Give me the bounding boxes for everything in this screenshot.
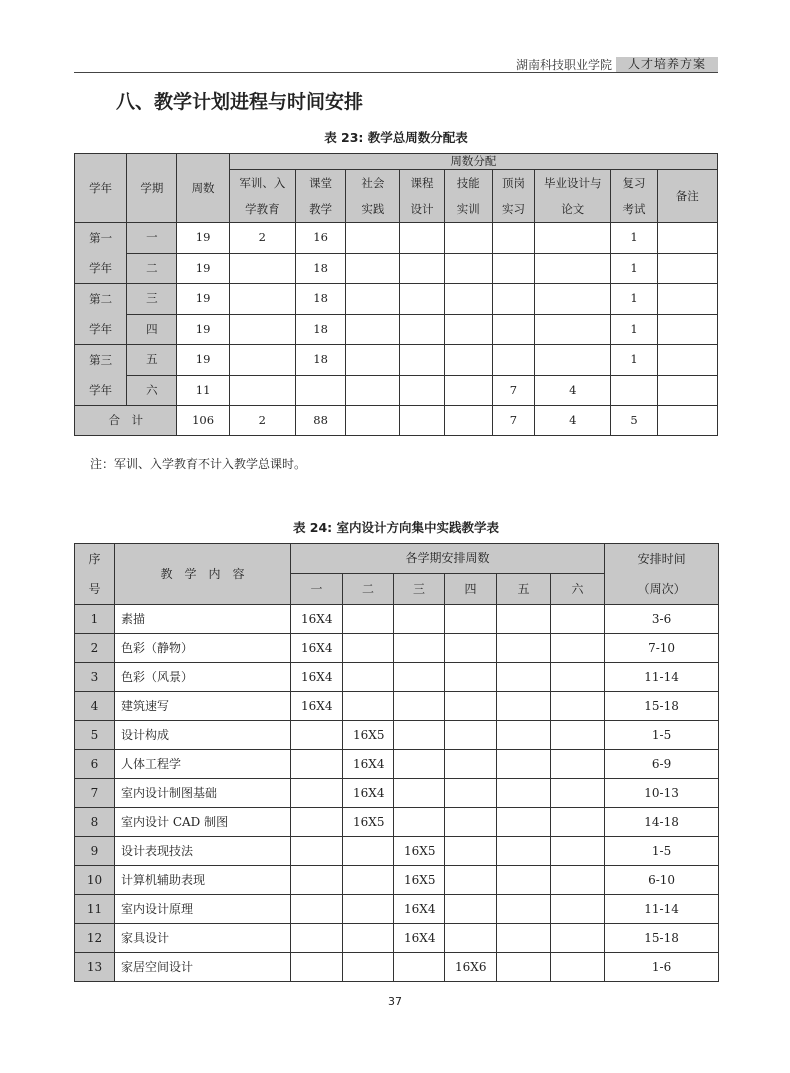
content-cell: 计算机辅助表现 (115, 866, 291, 895)
term-value-cell (394, 779, 445, 808)
total-value-cell (346, 406, 400, 436)
value-cell (444, 253, 492, 284)
value-cell (492, 314, 534, 345)
practice-teaching-table (74, 543, 719, 982)
term-value-cell: 16X4 (394, 895, 445, 924)
table-row (75, 314, 718, 345)
content-cell: 色彩（静物） (115, 634, 291, 663)
term-value-cell (445, 750, 497, 779)
row-number: 5 (75, 721, 115, 750)
value-cell (229, 253, 295, 284)
term-value-cell (551, 750, 605, 779)
value-cell: 16 (295, 223, 345, 254)
value-cell (492, 284, 534, 315)
time-cell: 3-6 (605, 605, 719, 634)
table-row (75, 634, 719, 663)
col-header-dist-1-text: 课堂教学 (309, 176, 333, 216)
value-cell (535, 284, 611, 315)
col-header-term-4: 五 (497, 574, 551, 605)
table-row (75, 345, 718, 376)
table-row (75, 808, 719, 837)
value-cell: 18 (295, 345, 345, 376)
value-cell: 18 (295, 284, 345, 315)
term-value-cell (394, 605, 445, 634)
term-cell: 一 (127, 223, 177, 254)
col-header-term-1: 二 (343, 574, 394, 605)
table-row (75, 866, 719, 895)
col-header-dist-3-text: 课程设计 (410, 176, 434, 216)
header-document-tag: 人才培养方案 (616, 57, 718, 72)
col-header-no-text: 序号 (88, 552, 101, 596)
value-cell (229, 375, 295, 406)
term-value-cell (343, 634, 394, 663)
content-cell: 家具设计 (115, 924, 291, 953)
term-value-cell (551, 866, 605, 895)
table-row (75, 692, 719, 721)
table24-header-row (75, 544, 719, 574)
term-value-cell (445, 808, 497, 837)
value-cell: 1 (611, 314, 657, 345)
weeks-cell: 19 (177, 253, 229, 284)
term-value-cell (343, 895, 394, 924)
content-cell: 素描 (115, 605, 291, 634)
term-value-cell (445, 721, 497, 750)
term-value-cell (394, 953, 445, 982)
row-number: 4 (75, 692, 115, 721)
col-header-year: 学年 (75, 154, 127, 223)
value-cell (444, 314, 492, 345)
header-rule (74, 72, 718, 73)
term-value-cell (445, 634, 497, 663)
term-value-cell (291, 721, 343, 750)
value-cell: 18 (295, 253, 345, 284)
time-cell: 10-13 (605, 779, 719, 808)
term-value-cell (551, 895, 605, 924)
value-cell (400, 223, 444, 254)
value-cell: 18 (295, 314, 345, 345)
col-header-dist-6 (535, 170, 611, 223)
term-value-cell: 16X4 (343, 750, 394, 779)
term-value-cell (291, 808, 343, 837)
year-cell-text: 第一学年 (89, 231, 113, 275)
time-cell: 1-5 (605, 721, 719, 750)
table-row (75, 253, 718, 284)
col-header-dist-4-text: 技能实训 (456, 176, 480, 216)
term-value-cell: 16X4 (291, 605, 343, 634)
value-cell (229, 345, 295, 376)
total-value-cell: 88 (295, 406, 345, 436)
term-value-cell (445, 924, 497, 953)
term-value-cell (551, 953, 605, 982)
term-value-cell: 16X4 (291, 663, 343, 692)
table-row (75, 223, 718, 254)
value-cell (346, 253, 400, 284)
col-header-term-3: 四 (445, 574, 497, 605)
value-cell (229, 284, 295, 315)
value-cell: 1 (611, 284, 657, 315)
value-cell (346, 284, 400, 315)
col-header-dist-2 (346, 170, 400, 223)
year-cell-text: 第二学年 (89, 292, 113, 336)
table-row (75, 375, 718, 406)
col-header-term-0: 一 (291, 574, 343, 605)
value-cell (444, 223, 492, 254)
content-cell: 室内设计原理 (115, 895, 291, 924)
term-value-cell (445, 895, 497, 924)
total-value-cell: 4 (535, 406, 611, 436)
term-value-cell (497, 895, 551, 924)
value-cell (492, 223, 534, 254)
col-header-dist-5-text: 顶岗实习 (501, 176, 525, 216)
term-value-cell (497, 750, 551, 779)
term-value-cell (497, 692, 551, 721)
time-cell: 7-10 (605, 634, 719, 663)
content-cell: 色彩（风景） (115, 663, 291, 692)
term-value-cell (551, 837, 605, 866)
time-cell: 15-18 (605, 692, 719, 721)
term-value-cell (343, 663, 394, 692)
term-value-cell: 16X5 (343, 721, 394, 750)
col-header-dist-1 (295, 170, 345, 223)
row-number: 10 (75, 866, 115, 895)
table-row (75, 605, 719, 634)
value-cell (444, 375, 492, 406)
term-cell: 四 (127, 314, 177, 345)
table-row (75, 779, 719, 808)
total-value-cell (657, 406, 717, 436)
table23-header-row (75, 154, 718, 170)
time-cell: 6-9 (605, 750, 719, 779)
weeks-cell: 19 (177, 314, 229, 345)
term-value-cell (551, 663, 605, 692)
table-row (75, 924, 719, 953)
value-cell (400, 314, 444, 345)
term-value-cell (497, 808, 551, 837)
content-cell: 家居空间设计 (115, 953, 291, 982)
term-value-cell: 16X5 (394, 866, 445, 895)
term-value-cell (551, 605, 605, 634)
col-header-dist-5 (492, 170, 534, 223)
term-value-cell (497, 837, 551, 866)
term-value-cell: 16X6 (445, 953, 497, 982)
content-cell: 室内设计 CAD 制图 (115, 808, 291, 837)
value-cell (535, 223, 611, 254)
content-cell: 设计表现技法 (115, 837, 291, 866)
term-value-cell (394, 721, 445, 750)
value-cell: 1 (611, 223, 657, 254)
term-value-cell (551, 634, 605, 663)
time-cell: 11-14 (605, 663, 719, 692)
year-cell (75, 284, 127, 345)
col-header-dist-3 (400, 170, 444, 223)
term-value-cell (551, 808, 605, 837)
table23-caption: 表 23: 教学总周数分配表 (324, 130, 468, 145)
col-header-time-text: 安排时间（周次） (637, 552, 686, 596)
total-value-cell: 5 (611, 406, 657, 436)
table-row (75, 284, 718, 315)
content-cell: 人体工程学 (115, 750, 291, 779)
total-value-cell (444, 406, 492, 436)
value-cell (492, 345, 534, 376)
term-cell: 三 (127, 284, 177, 315)
term-value-cell (497, 953, 551, 982)
term-value-cell (343, 953, 394, 982)
value-cell (657, 314, 717, 345)
term-value-cell (394, 750, 445, 779)
page-number: 37 (388, 995, 402, 1008)
table-row (75, 837, 719, 866)
value-cell (657, 253, 717, 284)
term-value-cell (394, 808, 445, 837)
table-row (75, 895, 719, 924)
value-cell (611, 375, 657, 406)
section-title: 八、教学计划进程与时间安排 (116, 91, 364, 113)
value-cell (657, 345, 717, 376)
term-value-cell: 16X4 (291, 634, 343, 663)
term-value-cell: 16X5 (343, 808, 394, 837)
value-cell (657, 284, 717, 315)
term-value-cell (291, 837, 343, 866)
term-value-cell (497, 721, 551, 750)
term-value-cell: 16X4 (343, 779, 394, 808)
term-value-cell: 16X5 (394, 837, 445, 866)
value-cell (535, 314, 611, 345)
term-value-cell (343, 605, 394, 634)
value-cell (492, 253, 534, 284)
value-cell: 4 (535, 375, 611, 406)
term-value-cell (291, 750, 343, 779)
value-cell (229, 314, 295, 345)
time-cell: 15-18 (605, 924, 719, 953)
term-value-cell (445, 692, 497, 721)
term-value-cell (445, 866, 497, 895)
value-cell (535, 253, 611, 284)
value-cell (346, 345, 400, 376)
value-cell (400, 253, 444, 284)
content-cell: 设计构成 (115, 721, 291, 750)
col-header-time (605, 544, 719, 605)
term-value-cell (497, 605, 551, 634)
row-number: 6 (75, 750, 115, 779)
value-cell (657, 223, 717, 254)
col-header-term-2: 三 (394, 574, 445, 605)
value-cell (346, 375, 400, 406)
row-number: 8 (75, 808, 115, 837)
term-value-cell (497, 924, 551, 953)
value-cell: 2 (229, 223, 295, 254)
col-header-dist-8 (657, 170, 717, 223)
row-number: 7 (75, 779, 115, 808)
value-cell (346, 314, 400, 345)
time-cell: 14-18 (605, 808, 719, 837)
table-row (75, 953, 719, 982)
col-header-content: 教 学 内 容 (115, 544, 291, 605)
content-cell: 建筑速写 (115, 692, 291, 721)
table-row (75, 663, 719, 692)
term-value-cell (445, 663, 497, 692)
term-value-cell: 16X4 (394, 924, 445, 953)
table23-note: 注：军训、入学教育不计入教学总课时。 (90, 457, 307, 471)
value-cell (400, 345, 444, 376)
row-number: 9 (75, 837, 115, 866)
time-cell: 1-6 (605, 953, 719, 982)
weeks-cell: 19 (177, 345, 229, 376)
total-label: 合 计 (75, 406, 177, 436)
year-cell (75, 345, 127, 406)
value-cell (444, 284, 492, 315)
value-cell: 1 (611, 253, 657, 284)
week-distribution-table (74, 153, 718, 436)
term-value-cell (551, 924, 605, 953)
term-value-cell (394, 692, 445, 721)
term-value-cell (497, 779, 551, 808)
term-value-cell: 16X4 (291, 692, 343, 721)
col-header-dist-0 (229, 170, 295, 223)
col-header-term-5: 六 (551, 574, 605, 605)
table23-total-row (75, 406, 718, 436)
weeks-cell: 19 (177, 223, 229, 254)
term-value-cell (445, 779, 497, 808)
term-value-cell (497, 634, 551, 663)
term-value-cell (291, 866, 343, 895)
row-number: 1 (75, 605, 115, 634)
table-row (75, 721, 719, 750)
value-cell (657, 375, 717, 406)
term-value-cell (551, 692, 605, 721)
total-weeks: 106 (177, 406, 229, 436)
header-school-name: 湖南科技职业学院 (515, 58, 612, 72)
row-number: 12 (75, 924, 115, 953)
term-value-cell (551, 721, 605, 750)
term-value-cell (343, 837, 394, 866)
value-cell (535, 345, 611, 376)
content-cell: 室内设计制图基础 (115, 779, 291, 808)
table-row (75, 750, 719, 779)
col-header-dist-7-text: 复习考试 (622, 176, 646, 216)
col-header-dist-4 (444, 170, 492, 223)
term-value-cell (343, 866, 394, 895)
col-header-no (75, 544, 115, 605)
year-cell (75, 223, 127, 284)
col-header-dist-8-text: 备注 (675, 189, 699, 203)
term-value-cell (343, 924, 394, 953)
total-value-cell: 7 (492, 406, 534, 436)
value-cell (400, 284, 444, 315)
value-cell (400, 375, 444, 406)
value-cell (295, 375, 345, 406)
term-value-cell (497, 663, 551, 692)
col-header-dist-2-text: 社会实践 (361, 176, 385, 216)
term-value-cell (497, 866, 551, 895)
row-number: 13 (75, 953, 115, 982)
row-number: 2 (75, 634, 115, 663)
total-value-cell (400, 406, 444, 436)
time-cell: 1-5 (605, 837, 719, 866)
term-value-cell (394, 634, 445, 663)
time-cell: 11-14 (605, 895, 719, 924)
weeks-cell: 11 (177, 375, 229, 406)
term-cell: 五 (127, 345, 177, 376)
term-value-cell (291, 924, 343, 953)
col-header-terms: 各学期安排周数 (291, 544, 605, 574)
term-value-cell (343, 692, 394, 721)
term-value-cell (394, 663, 445, 692)
term-value-cell (291, 779, 343, 808)
total-value-cell: 2 (229, 406, 295, 436)
col-header-dist-0-text: 军训、入学教育 (239, 176, 286, 216)
row-number: 11 (75, 895, 115, 924)
col-header-dist-6-text: 毕业设计与论文 (543, 176, 602, 216)
term-value-cell (445, 605, 497, 634)
col-header-distribution: 周数分配 (229, 154, 717, 170)
col-header-dist-7 (611, 170, 657, 223)
table24-caption: 表 24: 室内设计方向集中实践教学表 (292, 520, 500, 535)
term-value-cell (551, 779, 605, 808)
weeks-cell: 19 (177, 284, 229, 315)
term-value-cell (445, 837, 497, 866)
value-cell (346, 223, 400, 254)
col-header-weeks: 周数 (177, 154, 229, 223)
value-cell (444, 345, 492, 376)
term-value-cell (291, 895, 343, 924)
term-cell: 二 (127, 253, 177, 284)
value-cell: 1 (611, 345, 657, 376)
row-number: 3 (75, 663, 115, 692)
term-cell: 六 (127, 375, 177, 406)
value-cell: 7 (492, 375, 534, 406)
term-value-cell (291, 953, 343, 982)
col-header-term: 学期 (127, 154, 177, 223)
year-cell-text: 第三学年 (89, 353, 113, 397)
time-cell: 6-10 (605, 866, 719, 895)
